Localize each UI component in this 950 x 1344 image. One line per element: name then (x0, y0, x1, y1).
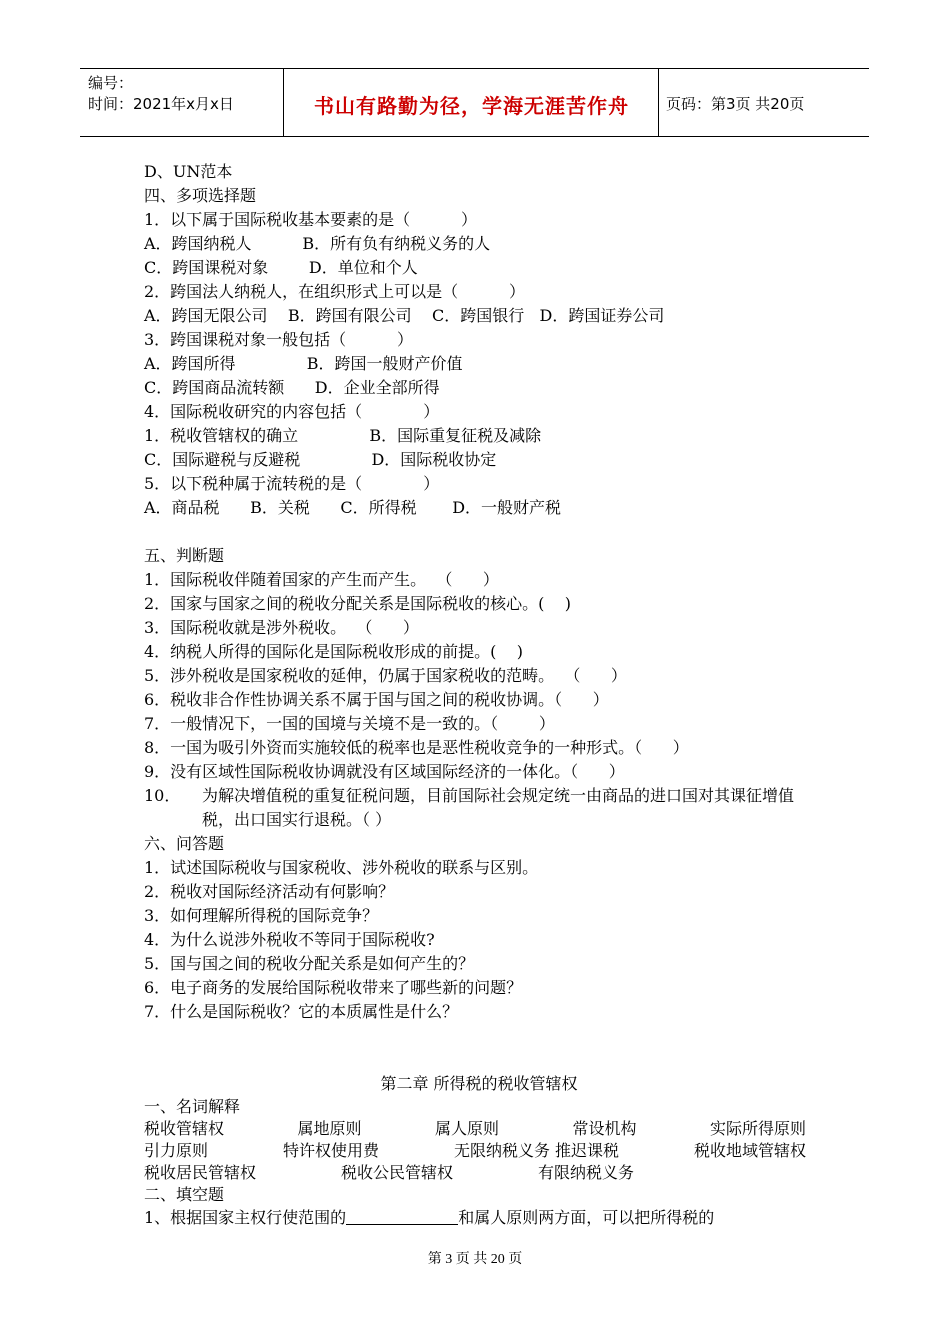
term-item: 税收公民管辖权 (340, 1163, 453, 1182)
document-number-label: 编号： (88, 74, 134, 92)
question-number: 10． (144, 786, 181, 805)
text-line: 1．国际税收伴随着国家的产生而产生。 （ ） (144, 570, 499, 589)
text-line: 5．国与国之间的税收分配关系是如何产生的？ (144, 954, 475, 973)
chapter-title: 第二章 所得税的税收管辖权 (380, 1074, 578, 1093)
text-line: D、UN范本 (144, 162, 233, 181)
text-line: 4．纳税人所得的国际化是国际税收形成的前提。( ) (144, 642, 524, 661)
text-line: 5．以下税种属于流转税的是（ ） (144, 474, 440, 493)
text-line: 1．以下属于国际税收基本要素的是（ ） (144, 210, 478, 229)
section-heading: 二、填空题 (144, 1185, 225, 1204)
term-item: 税收居民管辖权 (144, 1163, 257, 1182)
text-line: 2．国家与国家之间的税收分配关系是国际税收的核心。( ) (144, 594, 572, 613)
document-date-label: 时间：2021年x月x日 (88, 95, 234, 113)
fill-in-question-1 (144, 1206, 814, 1230)
text-line: 8．一国为吸引外资而实施较低的税率也是恶性税收竞争的一种形式。（ ） (144, 738, 689, 757)
term-item: 引力原则 (144, 1141, 209, 1160)
header-divider (283, 69, 284, 136)
header-motto: 书山有路勤为径，学海无涯苦作舟 (314, 94, 629, 118)
text-line: 6．税收非合作性协调关系不属于国与国之间的税收协调。（ ） (144, 690, 609, 709)
term-item: 实际所得原则 (709, 1119, 806, 1138)
header-divider (658, 69, 659, 136)
text-line: 1．试述国际税收与国家税收、涉外税收的联系与区别。 (144, 858, 539, 877)
text-line: 六、问答题 (144, 834, 225, 853)
text-line: 9．没有区域性国际税收协调就没有区域国际经济的一体化。（ ） (144, 762, 625, 781)
text-line: 3．跨国课税对象一般包括（ ） (144, 330, 414, 349)
section-heading: 一、名词解释 (144, 1097, 241, 1116)
question-block-2 (144, 832, 814, 1024)
text-line: 6．电子商务的发展给国际税收带来了哪些新的问题？ (144, 978, 523, 997)
fill-text-before: 1、根据国家主权行使范围的 (144, 1208, 347, 1227)
text-line: 7．一般情况下，一国的国境与关境不是一致的。（ ） (144, 714, 555, 733)
header-meta (88, 73, 278, 115)
text-line: 3．如何理解所得税的国际竞争？ (144, 906, 379, 925)
text-line: 4．国际税收研究的内容包括（ ） (144, 402, 440, 421)
text-line: 2．跨国法人纳税人，在组织形式上可以是（ ） (144, 282, 526, 301)
text-line: 五、判断题 (144, 546, 225, 565)
term-item: 属人原则 (434, 1119, 499, 1138)
text-line: 四、多项选择题 (144, 186, 257, 205)
term-item: 税收地域管辖权 (693, 1141, 806, 1160)
text-line: 1．税收管辖权的确立 B．国际重复征税及减除 (144, 426, 542, 445)
page-header (80, 68, 869, 137)
terms-row (144, 1118, 806, 1140)
text-line: 7．什么是国际税收？它的本质属性是什么？ (144, 1002, 459, 1021)
term-item: 有限纳税义务 (537, 1163, 634, 1182)
judgment-question-10 (144, 784, 814, 832)
question-block-1 (144, 160, 814, 784)
term-item: 常设机构 (572, 1119, 637, 1138)
page-footer: 第 3 页 共 20 页 (427, 1252, 523, 1267)
text-line: C．国际避税与反避税 D．国际税收协定 (144, 450, 497, 469)
question-text: 为解决增值税的重复征税问题，目前国际社会规定统一由商品的进口国对其课征增值税，出口国实行退税。（ ） (202, 786, 795, 829)
text-line: 5．涉外税收是国家税收的延伸，仍属于国家税收的范畴。 （ ） (144, 666, 627, 685)
fill-text-after: 和属人原则两方面，可以把所得税的 (458, 1208, 715, 1227)
text-line: A．商品税 B．关税 C．所得税 D．一般财产税 (144, 498, 562, 517)
text-line: A．跨国无限公司 B．跨国有限公司 C．跨国银行 D．跨国证券公司 (144, 306, 665, 325)
term-item: 属地原则 (297, 1119, 362, 1138)
text-line: A．跨国所得 B．跨国一般财产价值 (144, 354, 463, 373)
term-item: 特许权使用费 (282, 1141, 379, 1160)
text-line (144, 520, 814, 544)
text-line: 4．为什么说涉外税收不等同于国际税收? (144, 930, 435, 949)
header-page-label: 页码：第3页 共20页 (666, 95, 805, 113)
text-line: 2．税收对国际经济活动有何影响？ (144, 882, 395, 901)
terms-row (144, 1140, 806, 1162)
answer-blank (346, 1206, 458, 1225)
term-item: 无限纳税义务 推迟课税 (453, 1141, 620, 1160)
terms-row (144, 1162, 634, 1184)
document-body (144, 160, 814, 1230)
term-item: 税收管辖权 (144, 1119, 225, 1138)
text-line: C．跨国商品流转额 D．企业全部所得 (144, 378, 440, 397)
text-line: 3．国际税收就是涉外税收。 （ ） (144, 618, 419, 637)
term-section (144, 1096, 814, 1206)
text-line: C．跨国课税对象 D．单位和个人 (144, 258, 418, 277)
text-line: A．跨国纳税人 B．所有负有纳税义务的人 (144, 234, 491, 253)
